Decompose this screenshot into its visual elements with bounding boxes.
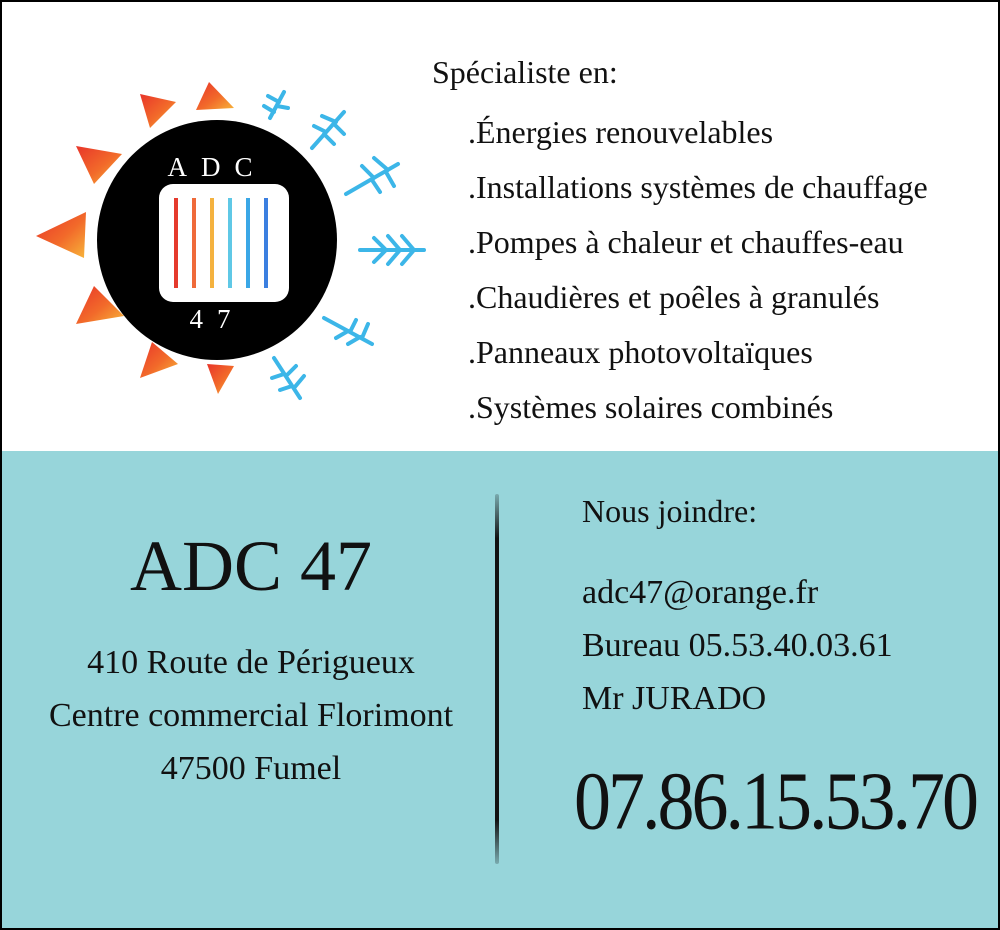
logo-top-text: ADC	[167, 152, 267, 182]
contact-details	[582, 566, 893, 725]
email-link[interactable]: adc47@orange.fr	[582, 574, 819, 611]
specialist-heading: Spécialiste en:	[432, 54, 618, 90]
address-line: 47500 Fumel	[160, 750, 342, 787]
adc47-logo	[22, 72, 442, 412]
vertical-divider	[495, 494, 499, 864]
contact-person: Mr JURADO	[582, 680, 767, 717]
contact-heading: Nous joindre:	[582, 493, 758, 529]
address-line: Centre commercial Florimont	[48, 697, 454, 734]
specialty-item: .Chaudières et poêles à granulés	[468, 279, 880, 315]
top-section	[2, 2, 998, 451]
specialty-item: .Installations systèmes de chauffage	[468, 169, 928, 205]
address-line: 410 Route de Périgueux	[87, 644, 415, 681]
mobile-phone[interactable]: 07.86.15.53.70	[574, 755, 976, 848]
specialty-item: .Pompes à chaleur et chauffes-eau	[468, 224, 904, 260]
specialty-item: .Énergies renouvelables	[468, 114, 774, 150]
company-address	[2, 636, 500, 795]
logo-bottom-text: 47	[189, 304, 245, 334]
specialty-item: .Panneaux photovoltaïques	[468, 334, 813, 370]
radiator-icon	[159, 184, 289, 302]
office-phone: Bureau 05.53.40.03.61	[582, 627, 893, 664]
bottom-section	[2, 451, 998, 928]
specialty-item: .Systèmes solaires combinés	[468, 389, 834, 425]
company-name: ADC 47	[129, 526, 372, 606]
specialties-list	[468, 105, 928, 435]
